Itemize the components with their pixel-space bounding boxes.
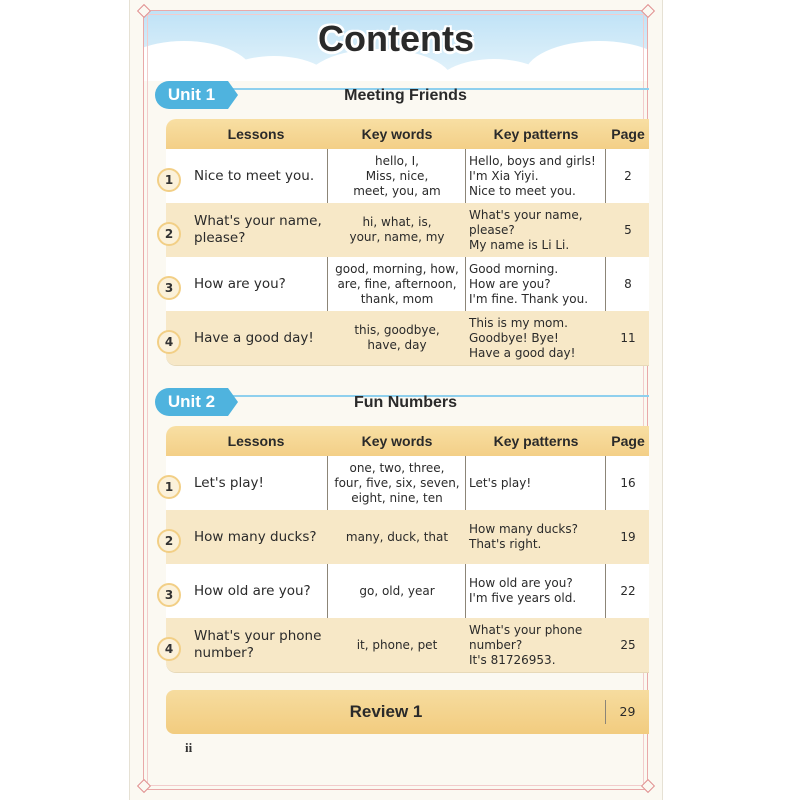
lesson-title: Have a good day!	[194, 329, 314, 346]
review-row	[166, 690, 649, 734]
header-lessons: Lessons	[227, 126, 285, 142]
lesson-number-badge: 1	[157, 475, 181, 499]
key-words: go, old, year	[359, 583, 435, 598]
lesson-title: How are you?	[194, 275, 286, 292]
key-patterns: This is my mom. Goodbye! Bye! Have a good day!	[469, 315, 576, 360]
table-header	[166, 119, 649, 149]
contents-page	[130, 0, 662, 800]
key-patterns: What's your name, please? My name is Li Li.	[469, 207, 583, 252]
key-words: good, morning, how, are, fine, afternoon, thank, mom	[335, 261, 459, 306]
lesson-title: Let's play!	[194, 474, 264, 491]
page-ref: 5	[624, 222, 632, 237]
header-key-words: Key words	[361, 433, 433, 449]
header-page: Page	[611, 433, 645, 449]
table-header	[166, 426, 649, 456]
review-page-ref: 29	[619, 704, 636, 719]
key-patterns: How old are you? I'm five years old.	[469, 576, 577, 605]
page-ref: 11	[620, 330, 636, 345]
table-row	[166, 564, 649, 618]
lesson-number-badge: 3	[157, 276, 181, 300]
lessons-table	[166, 119, 649, 365]
header-page: Page	[611, 126, 645, 142]
key-words: many, duck, that	[345, 529, 449, 544]
lesson-number-badge: 2	[157, 529, 181, 553]
table-row	[166, 203, 649, 257]
key-words: one, two, three, four, five, six, seven, eight, nine, ten	[334, 460, 460, 505]
lesson-number-badge: 4	[157, 330, 181, 354]
page-ref: 2	[624, 168, 632, 183]
lesson-title: How old are you?	[194, 582, 311, 599]
lesson-title: What's your phone number?	[194, 628, 322, 661]
page-number: ii	[185, 740, 193, 755]
lesson-title: How many ducks?	[194, 528, 317, 545]
page-ref: 19	[620, 529, 636, 544]
lesson-number-badge: 2	[157, 222, 181, 246]
lessons-table	[166, 426, 649, 672]
unit-tab: Unit 2	[155, 388, 228, 416]
key-words: hi, what, is, your, name, my	[349, 215, 445, 244]
key-words: hello, I, Miss, nice, meet, you, am	[353, 153, 441, 198]
table-row	[166, 257, 649, 311]
table-row	[166, 456, 649, 510]
lesson-number-badge: 4	[157, 637, 181, 661]
page-ref: 25	[620, 637, 636, 652]
lesson-title: What's your name, please?	[194, 213, 322, 246]
page-ref: 16	[620, 475, 636, 490]
header-key-patterns: Key patterns	[493, 433, 579, 449]
header-key-patterns: Key patterns	[493, 126, 579, 142]
key-words: it, phone, pet	[356, 637, 438, 652]
key-patterns: How many ducks? That's right.	[469, 522, 578, 551]
lesson-title: Nice to meet you.	[194, 167, 315, 184]
review-label: Review 1	[349, 702, 423, 721]
table-row	[166, 311, 649, 365]
unit-tab: Unit 1	[155, 81, 228, 109]
header-key-words: Key words	[361, 126, 433, 142]
table-row	[166, 510, 649, 564]
key-patterns: Let's play!	[469, 475, 532, 490]
table-row	[166, 618, 649, 672]
page-ref: 8	[624, 276, 632, 291]
lesson-number-badge: 1	[157, 168, 181, 192]
key-patterns: Hello, boys and girls! I'm Xia Yiyi. Nice to meet you.	[469, 153, 596, 198]
page-title: Contents	[318, 18, 474, 59]
lesson-number-badge: 3	[157, 583, 181, 607]
page-ref: 22	[620, 583, 636, 598]
key-words: this, goodbye, have, day	[354, 323, 440, 352]
table-row	[166, 149, 649, 203]
key-patterns: Good morning. How are you? I'm fine. Thank you.	[469, 261, 589, 306]
unit-title: Fun Numbers	[353, 394, 458, 411]
key-patterns: What's your phone number? It's 81726953.	[469, 622, 583, 667]
unit-title: Meeting Friends	[344, 87, 467, 104]
header-lessons: Lessons	[227, 433, 285, 449]
